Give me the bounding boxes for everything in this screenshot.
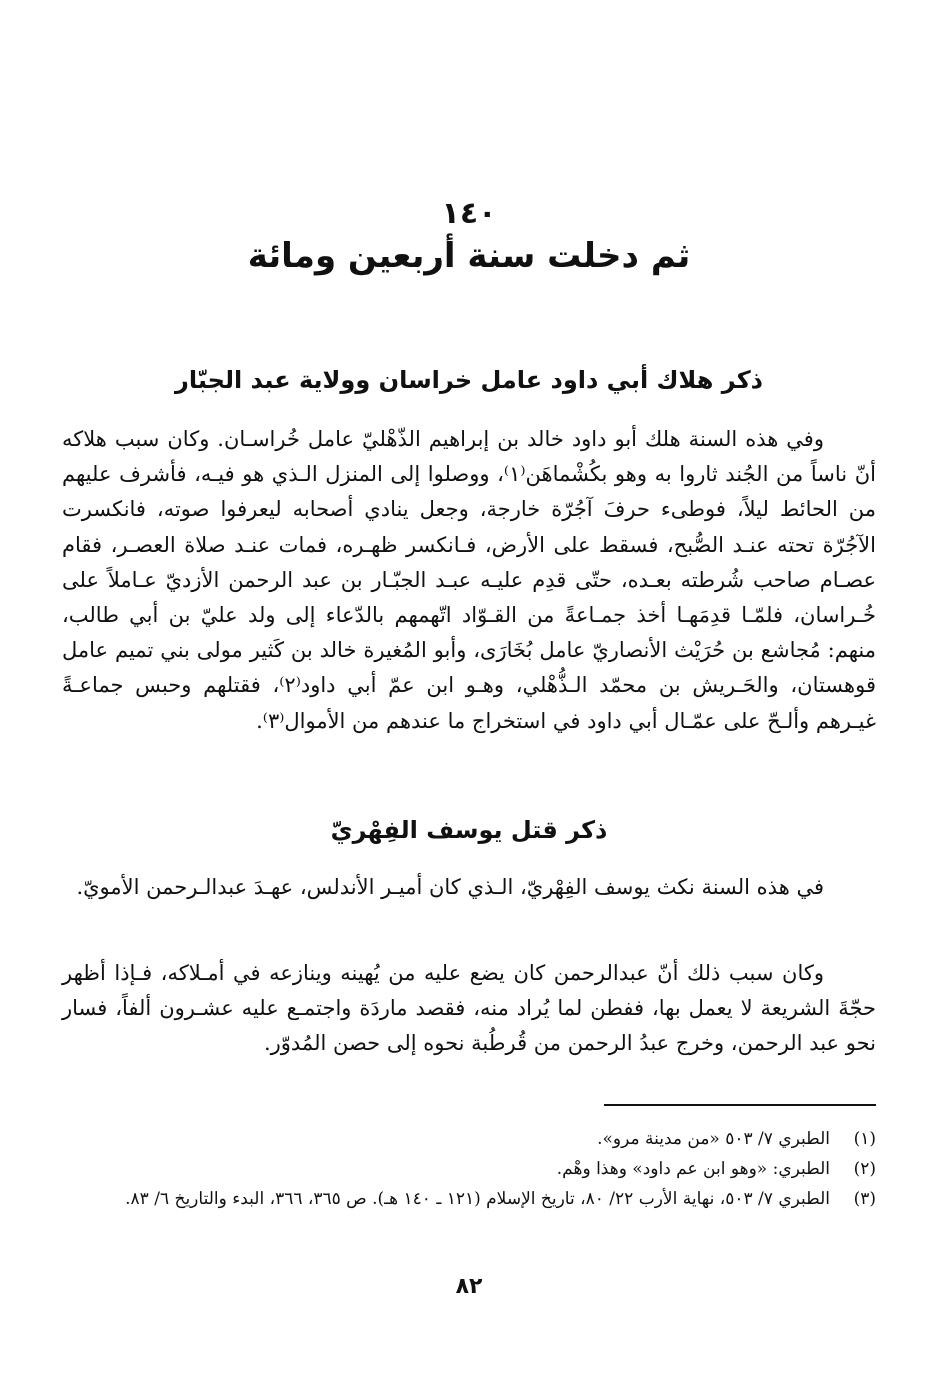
paragraph-text: وكان سبب ذلك أنّ عبدالرحمن كان يضع عليه من يُهينه وينازعه في أمـلاكه، فـإذا أظهر حجّةَ الشريعة لا يعمل بها، ففطن لما يُراد منه، فقصد ماردَة واجتمـع عليه عشـرون ألفاً، فسار نحو عبد الرحمن، وخرج عبدُ الرحمن من قُرطُبة نحوه إلى حصن المُدوّر.	[62, 961, 876, 1056]
chapter-number: ١٤٠	[441, 196, 497, 231]
chapter-title: ثم دخلت سنة أربعين ومائة	[247, 236, 691, 276]
footnote-2	[62, 1154, 876, 1184]
footnotes	[62, 1124, 876, 1214]
section-heading-yusuf-fihri: ذكر قتل يوسف الفِهْريّ	[330, 816, 608, 844]
footnote-divider	[604, 1104, 876, 1106]
footnote-text: الطبري ٧/ ٥٠٣، نهاية الأرب ٢٢/ ٨٠، تاريخ الإسلام (١٢١ ـ ١٤٠ هـ). ص ٣٦٥، ٣٦٦، البدء والتاريخ ٦/ ٨٣.	[125, 1189, 830, 1209]
footnote-3	[62, 1184, 876, 1214]
paragraph-text: في هذه السنة نكث يوسف الفِهْريّ، الـذي كان أميـر الأندلس، عهـدَ عبدالـرحمن الأمويّ.	[76, 875, 824, 899]
footnote-1	[62, 1124, 876, 1154]
footnote-number: (٣)	[853, 1189, 876, 1209]
footnote-text: الطبري ٧/ ٥٠٣ «من مدينة مرو».	[597, 1129, 830, 1149]
paragraph-text: وفي هذه السنة هلك أبو داود خالد بن إبراهيم الذّهْليّ عامل خُراسـان. وكان سبب هلاكه أنّ ناساً من الجُند ثاروا به وهو بكُشْماهَن⁽١⁾، ووصلوا إلى المنزل الـذي هو فيـه، فأشرف عليهم من الحائط ليلاً، فوطىء حرفَ آجُرّة خارجة، وجعل ينادي أصحابه ليعرفوا صوته، فانكسرت الآجُرّة تحته عنـد الصُّبح، فسقط على الأرض، فـانكسر ظهـره، فمات عنـد صلاة العصـر، فقام عصـام صاحب شُرطته بعـده، حتّى قدِم عليـه عبـد الجبّـار بن عبد الرحمن الأزديّ عـاملاً على خُـراسان، فلمّـا قدِمَهـا أخذ جمـاعةً من القـوّاد اتّهمهم بالدّعاء إلى ولد عليّ بن أبي طالب، منهم: مُجاشع بن حُرَيْث الأنصاريّ عامل بُخَارَى، وأبو المُغيرة خالد بن كَثير مولى بني تميم عامل قوهستان، والحَـريش بن محمّد الـذُّهْلي، وهـو ابن عمّ أبي داود⁽٢⁾، فقتلهم وحبس جماعـةً غيـرهم وألـحّ على عمّـال أبي داود في استخراج ما عندهم من الأموال⁽٣⁾.	[62, 427, 877, 733]
footnote-text: الطبري: «وهو ابن عم داود» وهذا وهْم.	[556, 1159, 830, 1179]
paragraph-yusuf-2	[62, 956, 876, 1062]
footnote-number: (٢)	[853, 1159, 876, 1179]
page-number: ٨٢	[455, 1274, 483, 1299]
book-page	[62, 0, 876, 1373]
footnote-number: (١)	[853, 1129, 876, 1149]
section-heading-abu-dawud: ذكر هلاك أبي داود عامل خراسان وولاية عبد الجبّار	[175, 366, 763, 394]
paragraph-yusuf-1	[62, 870, 876, 905]
paragraph-abu-dawud	[62, 422, 876, 739]
